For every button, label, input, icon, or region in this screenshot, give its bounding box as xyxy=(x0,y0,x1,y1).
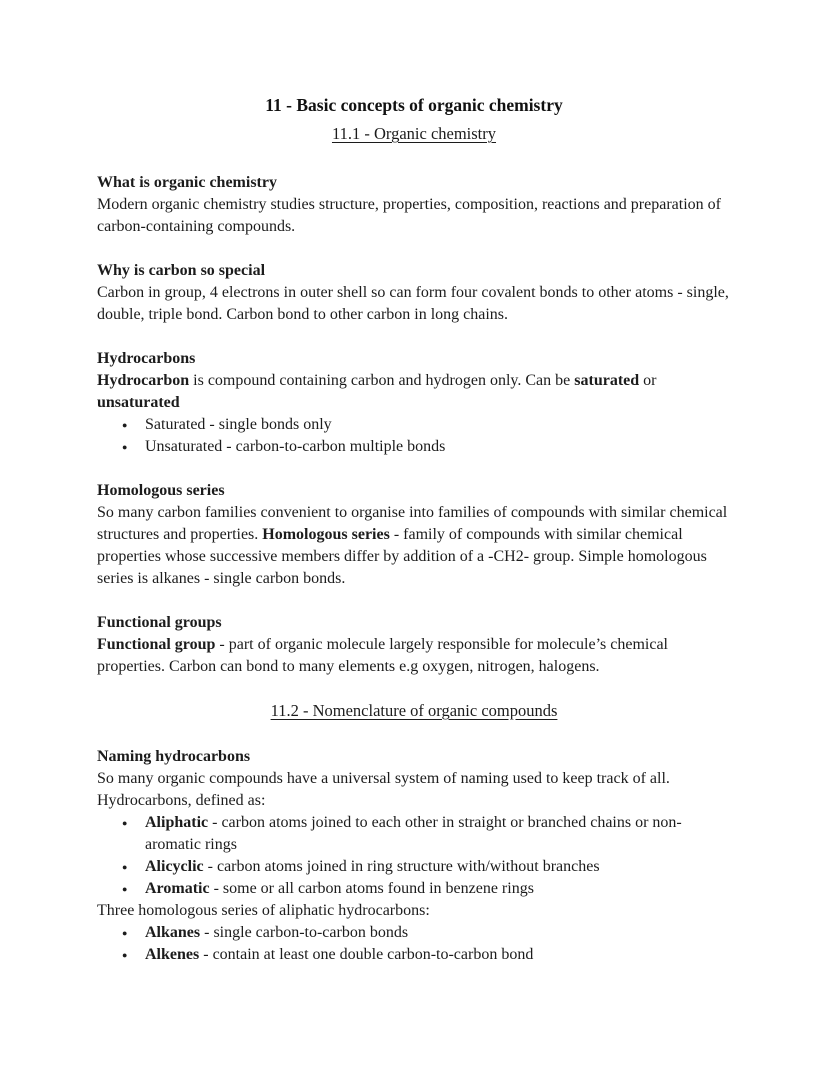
text-run: is compound containing carbon and hydrogen only. Can be xyxy=(189,372,575,389)
section-hydrocarbons xyxy=(97,348,731,458)
block-heading: What is organic chemistry xyxy=(97,174,277,191)
block-heading: Naming hydrocarbons xyxy=(97,748,251,765)
block-heading: Why is carbon so special xyxy=(97,262,266,279)
page-title: 11 - Basic concepts of organic chemistry xyxy=(265,95,563,115)
bold-run: Alkenes xyxy=(145,946,200,963)
bold-run: Functional group xyxy=(97,636,216,653)
bold-run: Aromatic xyxy=(145,880,210,897)
text-run: - part of organic molecule largely responsible for molecule’s chemical properties. Carbon can bond to many elements e.g oxygen, nitrogen, halogens. xyxy=(97,636,668,675)
block-heading: Homologous series xyxy=(97,482,225,499)
text-run: - family of compounds with similar chemical properties whose successive members differ by addition of a -CH2- group. Simple homologous series is alkanes - single carbon bonds. xyxy=(97,526,707,587)
text-run: - carbon atoms joined to each other in straight or branched chains or non-aromatic rings xyxy=(145,814,682,853)
section-heading-11-1: 11.1 - Organic chemistry xyxy=(331,124,497,143)
block-paragraph xyxy=(97,370,731,414)
bold-run: unsaturated xyxy=(97,394,180,411)
bullet-list xyxy=(97,922,731,966)
section-naming-hydrocarbons xyxy=(97,746,731,966)
list-item xyxy=(145,944,731,966)
text-run: or xyxy=(639,372,657,389)
bullet-list xyxy=(97,812,731,900)
section-what-is-organic-chemistry xyxy=(97,172,731,238)
list-item xyxy=(145,878,731,900)
block-paragraph xyxy=(97,502,731,590)
text-run: - some or all carbon atoms found in benzene rings xyxy=(209,880,534,897)
text-run: - single carbon-to-carbon bonds xyxy=(200,924,409,941)
block-heading: Functional groups xyxy=(97,614,222,631)
bold-run: Hydrocarbon xyxy=(97,372,190,389)
text-run: - contain at least one double carbon-to-carbon bond xyxy=(199,946,534,963)
block-paragraph: So many organic compounds have a universal system of naming used to keep track of all. Hydrocarbons, defined as: xyxy=(97,770,670,809)
bullet-list xyxy=(97,414,731,458)
bold-run: Homologous series xyxy=(262,526,390,543)
bold-run: Alicyclic xyxy=(145,858,204,875)
bold-run: saturated xyxy=(574,372,640,389)
list-item xyxy=(145,812,731,856)
list-item xyxy=(145,856,731,878)
block-paragraph xyxy=(97,634,731,678)
list-item: ● Unsaturated - carbon-to-carbon multiple bonds xyxy=(145,436,731,458)
section-functional-groups xyxy=(97,612,731,678)
block-paragraph: Three homologous series of aliphatic hydrocarbons: xyxy=(97,902,430,919)
bold-run: Aliphatic xyxy=(145,814,209,831)
list-item xyxy=(145,922,731,944)
section-heading-11-2: 11.2 - Nomenclature of organic compounds xyxy=(270,701,558,720)
list-item: ● Saturated - single bonds only xyxy=(145,414,731,436)
section-why-is-carbon-so-special xyxy=(97,260,731,326)
block-paragraph: Carbon in group, 4 electrons in outer shell so can form four covalent bonds to other atoms - single, double, triple bond. Carbon bond to other carbon in long chains. xyxy=(97,284,729,323)
section-homologous-series xyxy=(97,480,731,590)
text-run: - carbon atoms joined in ring structure with/without branches xyxy=(203,858,600,875)
bold-run: Alkanes xyxy=(145,924,201,941)
block-heading: Hydrocarbons xyxy=(97,350,196,367)
text-run: So many carbon families convenient to organise into families of compounds with similar chemical structures and properties. xyxy=(97,504,728,543)
block-paragraph: Modern organic chemistry studies structure, properties, composition, reactions and preparation of carbon-containing compounds. xyxy=(97,196,721,235)
